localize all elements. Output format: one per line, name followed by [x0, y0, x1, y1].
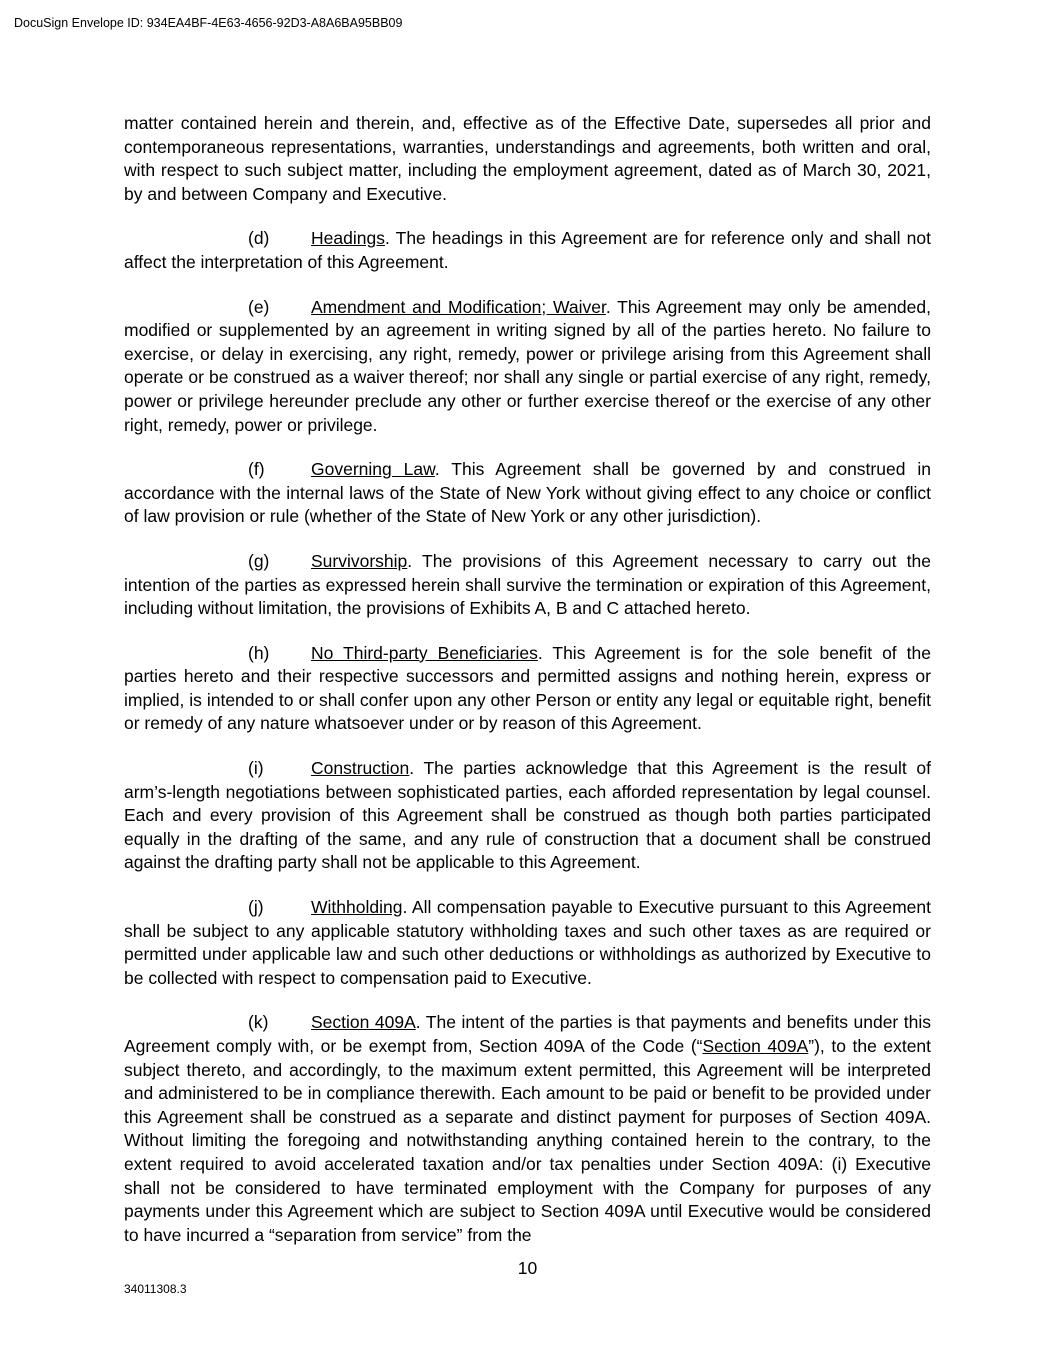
section-heading: Survivorship [311, 550, 408, 571]
section-heading: Headings [311, 228, 385, 249]
section-number: (e) [248, 296, 270, 317]
section-heading: Section 409A [311, 1012, 416, 1033]
document-id: 34011308.3 [124, 1282, 187, 1296]
section-number: (k) [248, 1012, 269, 1033]
section-text: . This Agreement is for the sole benefit of the parties hereto and their respective successors and permitted assigns and nothing herein, express or implied, is intended to or shall confer upon any other Person or entity any legal or equitable right, benefit or remedy of any nature whatsoever under or by reason of this Agreement. [124, 642, 931, 734]
section-text: . This Agreement shall be governed by and construed in accordance with the internal laws of the State of New York without giving effect to any choice or conflict of law provision or rule (whether of the State of New York or any other jurisdiction). [124, 459, 931, 527]
section-g [124, 550, 931, 621]
section-text: . The provisions of this Agreement necessary to carry out the intention of the parties as expressed herein shall survive the termination or expiration of this Agreement, including without limitation, the provisions of Exhibits A, B and C attached hereto. [124, 550, 931, 619]
section-text-continued: ”), to the extent subject thereto, and accordingly, to the maximum extent permitted, this Agreement will be interpreted and administered to be in compliance therewith. Each amount to be paid or benefit to be provided under this Agreement shall be construed as a separate and distinct payment for purposes of Section 409A. Without limiting the foregoing and notwithstanding anything contained herein to the contrary, to the extent required to avoid accelerated taxation and/or tax penalties under Section 409A: (i) Executive shall not be considered to have terminated employment with the Company for purposes of any payments under this Agreement which are subject to Section 409A until Executive would be considered to have incurred a “separation from service” from the [124, 1036, 932, 1245]
section-text: . The intent of the parties is that payments and benefits under this Agreement comply with, or be exempt from, Section 409A of the Code (“ [124, 1012, 931, 1056]
section-e [124, 296, 931, 438]
section-number: (f) [248, 459, 265, 480]
section-f [124, 458, 931, 529]
section-k [124, 1011, 931, 1247]
section-text: . The headings in this Agreement are for reference only and shall not affect the interpretation of this Agreement. [124, 228, 931, 272]
section-heading: No Third-party Beneficiaries [311, 642, 538, 663]
section-text: . All compensation payable to Executive pursuant to this Agreement shall be subject to any applicable statutory withholding taxes and such other taxes as are required or permitted under applicable law and such other deductions or withholdings as authorized by Executive to be collected with respect to compensation paid to Executive. [124, 897, 931, 988]
section-heading: Governing Law [311, 459, 435, 480]
section-number: (h) [248, 642, 270, 663]
section-j [124, 896, 931, 990]
section-number: (g) [248, 550, 270, 571]
section-number: (i) [248, 758, 264, 779]
section-text: . This Agreement may only be amended, modified or supplemented by an agreement in writing signed by all of the parties hereto. No failure to exercise, or delay in exercising, any right, remedy, power or privilege arising from this Agreement shall operate or be construed as a waiver thereof; nor shall any single or partial exercise of any right, remedy, power or privilege hereunder preclude any other or further exercise thereof or the exercise of any other right, remedy, power or privilege. [124, 296, 931, 435]
intro-paragraph: matter contained herein and therein, and, effective as of the Effective Date, supersedes all prior and contemporaneous representations, warranties, understandings and agreements, both written and oral, with respect to such subject matter, including the employment agreement, dated as of March 30, 2021, by and between Company and Executive. [124, 113, 931, 204]
defined-term: Section 409A [702, 1036, 809, 1056]
section-text: . The parties acknowledge that this Agreement is the result of arm’s-length negotiations between sophisticated parties, each afforded representation by legal counsel. Each and every provision of this Agreement shall be construed as though both parties participated equally in the drafting of the same, and any rule of construction that a document shall be construed against the drafting party shall not be applicable to this Agreement. [124, 758, 931, 873]
section-heading: Amendment and Modification; Waiver [311, 296, 606, 317]
docusign-envelope-id: DocuSign Envelope ID: 934EA4BF-4E63-4656-92D3-A8A6BA95BB09 [14, 16, 403, 30]
section-heading: Withholding [311, 897, 403, 918]
section-h [124, 642, 931, 736]
section-i [124, 757, 931, 875]
document-body [124, 112, 931, 1268]
section-heading: Construction [311, 758, 410, 779]
section-number: (j) [248, 897, 264, 918]
section-number: (d) [248, 228, 270, 249]
section-d [124, 227, 931, 274]
page-number: 10 [517, 1258, 538, 1278]
